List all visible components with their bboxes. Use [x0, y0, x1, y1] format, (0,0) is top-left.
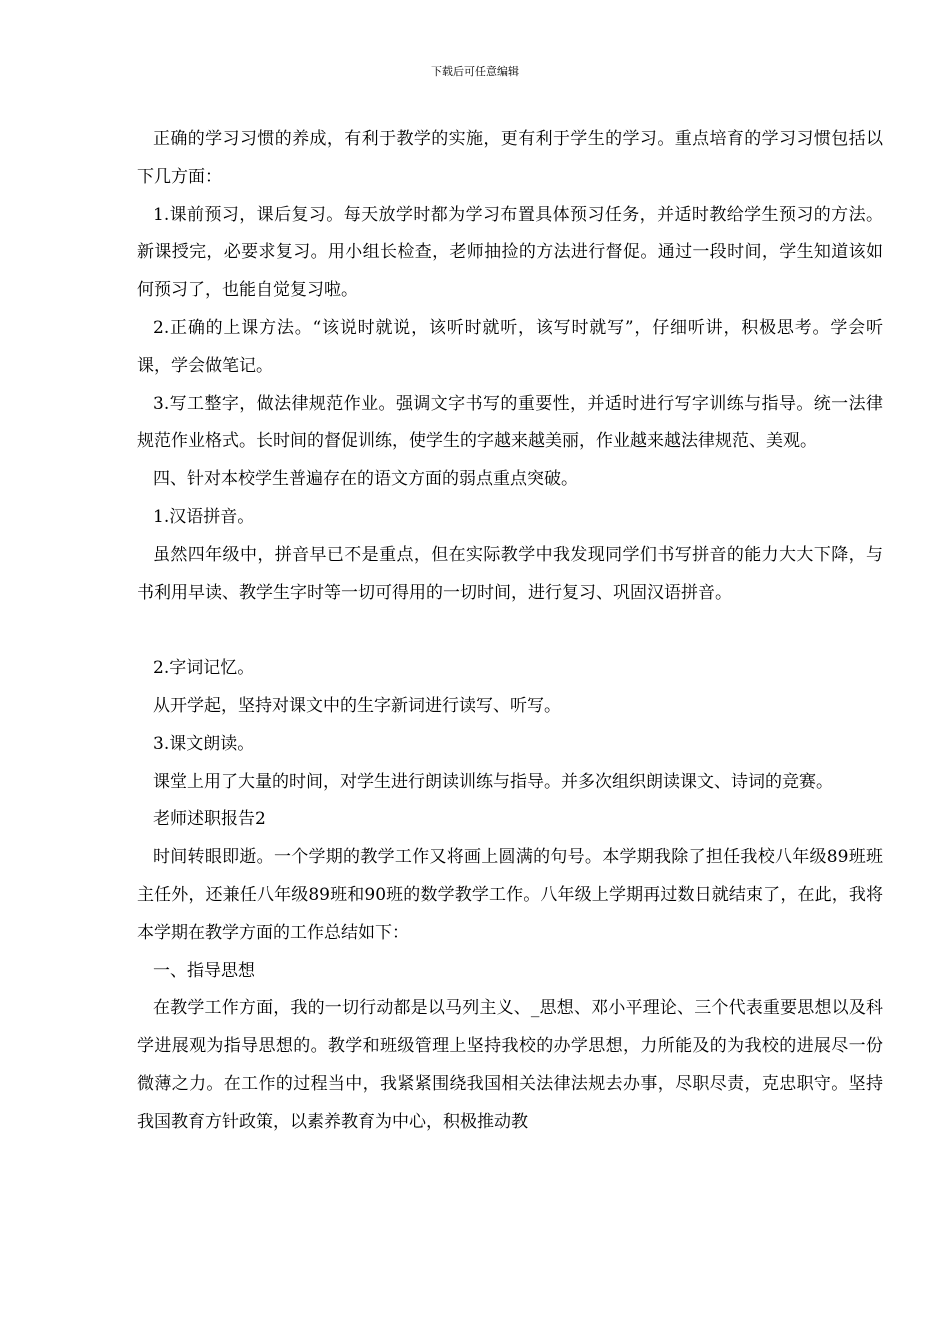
paragraph-vocabulary-body: 从开学起，坚持对课文中的生字新词进行读写、听写。 — [153, 695, 561, 716]
paragraph-class-method: 2.正确的上课方法。“该说时就说，该听时就听，该写时就写”，仔细听讲，积极思考。学会听课，学会做笔记。 — [137, 317, 883, 376]
document-body — [137, 121, 883, 1142]
paragraph-guiding-thought-heading: 一、指导思想 — [153, 960, 255, 981]
paragraph-reading-body: 课堂上用了大量的时间，对学生进行朗读训练与指导。并多次组织朗读课文、诗词的竞赛。 — [153, 771, 833, 792]
paragraph-pinyin-heading: 1.汉语拼音。 — [153, 506, 255, 527]
paragraph-habits-intro: 正确的学习习惯的养成，有利于教学的实施，更有利于学生的学习。重点培育的学习习惯包括以下几方面： — [137, 129, 883, 187]
paragraph-report-two-intro: 时间转眼即逝。一个学期的教学工作又将画上圆满的句号。本学期我除了担任我校八年级89班班主任外，还兼任八年级89班和90班的数学教学工作。八年级上学期再过数日就结束了，在此，我将本学期在教学方面的工作总结如下： — [137, 847, 883, 943]
paragraph-preview-review: 1.课前预习，课后复习。每天放学时都为学习布置具体预习任务，并适时教给学生预习的方法。新课授完，必要求复习。用小组长检查，老师抽捡的方法进行督促。通过一段时间，学生知道该如何预习了，也能自觉复习啦。 — [137, 204, 883, 301]
paragraph-neat-writing: 3.写工整字，做法律规范作业。强调文字书写的重要性，并适时进行写字训练与指导。统一法律规范作业格式。长时间的督促训练，使学生的字越来越美丽，作业越来越法律规范、美观。 — [137, 393, 883, 452]
paragraph-report-two-title: 老师述职报告2 — [153, 809, 266, 830]
paragraph-pinyin-body: 虽然四年级中，拼音早已不是重点，但在实际教学中我发现同学们书写拼音的能力大大下降，与书利用早读、教学生字时等一切可得用的一切时间，进行复习、巩固汉语拼音。 — [137, 544, 883, 603]
paragraph-guiding-thought-body: 在教学工作方面，我的一切行动都是以马列主义、_思想、邓小平理论、三个代表重要思想以及科学进展观为指导思想的。教学和班级管理上坚持我校的办学思想，力所能及的为我校的进展尽一份微薄之力。在工作的过程当中，我紧紧围绕我国相关法律法规去办事，尽职尽责，克忠职守。坚持我国教育方针政策，以素养教育为中心，积极推动教 — [137, 998, 883, 1132]
paragraph-vocabulary-heading: 2.字词记忆。 — [153, 658, 255, 679]
paragraph-section-four-heading: 四、针对本校学生普遍存在的语文方面的弱点重点突破。 — [153, 469, 578, 490]
paragraph-reading-heading: 3.课文朗读。 — [153, 733, 255, 754]
blank-line — [137, 612, 883, 650]
page-header: 下载后可任意编辑 — [431, 65, 519, 78]
